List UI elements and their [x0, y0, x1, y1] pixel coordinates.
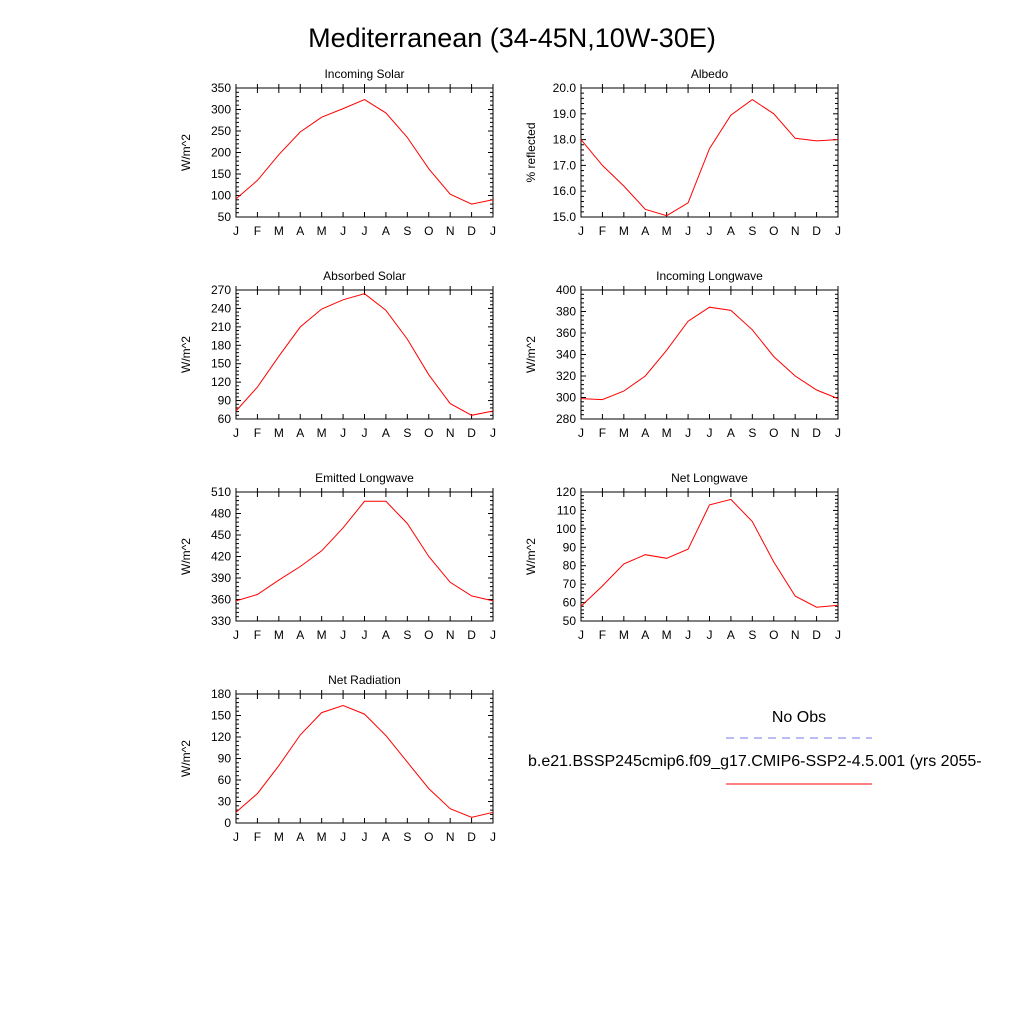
- x-tick-label: N: [790, 426, 800, 440]
- x-tick-label: J: [340, 224, 347, 238]
- x-tick-label: J: [233, 628, 239, 642]
- y-tick-label: 510: [210, 485, 231, 499]
- x-tick-label: F: [598, 426, 607, 440]
- x-tick-label: M: [273, 224, 284, 238]
- legend-obs-label: No Obs: [771, 709, 827, 726]
- x-tick-label: F: [253, 628, 262, 642]
- y-tick-label: 330: [210, 614, 231, 628]
- x-tick-label: A: [726, 628, 735, 642]
- x-tick-label: J: [361, 628, 368, 642]
- y-tick-label: 120: [555, 485, 576, 499]
- x-tick-label: M: [618, 426, 629, 440]
- y-tick-label: 120: [210, 730, 231, 744]
- x-tick-label: O: [424, 426, 434, 440]
- x-tick-label: J: [578, 224, 584, 238]
- x-tick-label: J: [361, 830, 368, 844]
- plot-frame: [236, 492, 493, 621]
- x-tick-label: S: [403, 628, 412, 642]
- y-tick-label: 80: [562, 558, 576, 573]
- x-tick-label: A: [296, 426, 305, 440]
- x-tick-label: M: [273, 426, 284, 440]
- series-line: [581, 499, 838, 607]
- plot-frame: [236, 88, 493, 217]
- x-tick-label: J: [578, 628, 584, 642]
- x-tick-label: J: [490, 830, 496, 844]
- x-tick-label: A: [641, 426, 650, 440]
- x-tick-label: J: [340, 830, 347, 844]
- x-tick-label: M: [273, 628, 284, 642]
- x-tick-label: J: [490, 224, 496, 238]
- x-tick-label: O: [424, 830, 434, 844]
- y-tick-label: 200: [210, 145, 231, 160]
- x-tick-label: J: [706, 224, 713, 238]
- y-tick-label: 360: [210, 592, 231, 607]
- x-tick-label: N: [445, 628, 455, 642]
- x-tick-label: A: [296, 224, 305, 238]
- x-tick-label: A: [381, 224, 390, 238]
- y-tick-label: 150: [210, 356, 231, 371]
- series-line: [236, 294, 493, 416]
- x-tick-label: N: [445, 830, 455, 844]
- panel-3: [524, 269, 841, 440]
- x-tick-label: N: [790, 628, 800, 642]
- panels: [179, 67, 841, 844]
- panel-5: [524, 471, 841, 642]
- x-tick-label: S: [748, 426, 757, 440]
- figure-title: Mediterranean (34-45N,10W-30E): [308, 23, 716, 53]
- y-tick-label: 150: [210, 167, 231, 181]
- series-line: [581, 307, 838, 399]
- y-tick-label: 350: [210, 81, 231, 95]
- x-tick-label: A: [641, 224, 650, 238]
- y-tick-label: 360: [555, 326, 576, 340]
- x-tick-label: M: [661, 224, 672, 238]
- panel-title: Albedo: [690, 67, 729, 81]
- x-tick-label: J: [233, 224, 239, 238]
- panel-title: Net Longwave: [671, 471, 748, 485]
- legend: [528, 709, 982, 784]
- y-axis-label: % reflected: [524, 122, 538, 183]
- x-tick-label: N: [790, 224, 800, 238]
- plot-frame: [581, 88, 838, 217]
- y-tick-label: 270: [210, 283, 231, 297]
- panel-title: Net Radiation: [328, 673, 401, 687]
- y-tick-label: 320: [555, 369, 576, 383]
- x-tick-label: D: [467, 224, 476, 238]
- y-axis-label: W/m^2: [524, 336, 538, 373]
- y-tick-label: 390: [210, 571, 231, 585]
- x-tick-label: A: [726, 426, 735, 440]
- x-tick-label: M: [316, 830, 327, 844]
- y-tick-label: 480: [210, 506, 231, 521]
- x-tick-label: O: [769, 224, 779, 238]
- y-tick-label: 20.0: [552, 81, 576, 95]
- y-tick-label: 19.0: [552, 106, 576, 121]
- y-tick-label: 120: [210, 375, 231, 390]
- x-tick-label: J: [578, 426, 584, 440]
- plot-frame: [581, 492, 838, 621]
- y-tick-label: 300: [555, 390, 576, 405]
- panel-title: Incoming Solar: [324, 67, 405, 81]
- x-tick-label: M: [316, 224, 327, 238]
- x-tick-label: D: [467, 628, 476, 642]
- legend-model-label: b.e21.BSSP245cmip6.f09_g17.CMIP6-SSP2-4.5.001 (yrs 2055-: [528, 753, 982, 770]
- x-tick-label: A: [726, 224, 735, 238]
- x-tick-label: F: [253, 830, 262, 844]
- x-tick-label: J: [835, 628, 841, 642]
- y-tick-label: 0: [224, 816, 231, 830]
- y-tick-label: 180: [210, 338, 231, 353]
- y-tick-label: 240: [210, 301, 231, 316]
- x-tick-label: O: [424, 628, 434, 642]
- panel-1: [524, 67, 841, 238]
- y-tick-label: 50: [562, 614, 576, 628]
- x-tick-label: A: [381, 628, 390, 642]
- y-tick-label: 15.0: [552, 210, 576, 224]
- x-tick-label: M: [316, 426, 327, 440]
- x-tick-label: S: [403, 224, 412, 238]
- x-tick-label: D: [467, 426, 476, 440]
- y-tick-label: 180: [210, 687, 231, 701]
- x-tick-label: F: [253, 224, 262, 238]
- x-tick-label: A: [296, 830, 305, 844]
- x-tick-label: J: [340, 628, 347, 642]
- x-tick-label: N: [445, 426, 455, 440]
- x-tick-label: S: [403, 830, 412, 844]
- x-tick-label: F: [598, 628, 607, 642]
- y-tick-label: 60: [217, 773, 231, 787]
- x-tick-label: J: [340, 426, 347, 440]
- y-tick-label: 100: [555, 521, 576, 536]
- x-tick-label: J: [706, 628, 713, 642]
- x-tick-label: M: [661, 426, 672, 440]
- x-tick-label: O: [769, 628, 779, 642]
- x-tick-label: M: [316, 628, 327, 642]
- y-axis-label: W/m^2: [179, 134, 193, 171]
- x-tick-label: M: [618, 628, 629, 642]
- x-tick-label: A: [381, 426, 390, 440]
- x-tick-label: N: [445, 224, 455, 238]
- x-tick-label: M: [618, 224, 629, 238]
- x-tick-label: M: [661, 628, 672, 642]
- x-tick-label: J: [233, 426, 239, 440]
- x-tick-label: M: [273, 830, 284, 844]
- x-tick-label: D: [467, 830, 476, 844]
- x-tick-label: S: [748, 224, 757, 238]
- x-tick-label: J: [706, 426, 713, 440]
- x-tick-label: J: [233, 830, 239, 844]
- x-tick-label: O: [769, 426, 779, 440]
- x-tick-label: J: [490, 426, 496, 440]
- y-tick-label: 90: [217, 751, 231, 766]
- x-tick-label: J: [685, 628, 692, 642]
- y-tick-label: 30: [217, 794, 231, 809]
- x-tick-label: S: [403, 426, 412, 440]
- y-tick-label: 420: [210, 549, 231, 564]
- y-tick-label: 280: [555, 412, 576, 426]
- y-tick-label: 50: [217, 210, 231, 224]
- plot-frame: [236, 694, 493, 823]
- y-tick-label: 100: [210, 188, 231, 203]
- y-axis-label: W/m^2: [179, 336, 193, 373]
- panel-title: Absorbed Solar: [323, 269, 406, 283]
- x-tick-label: O: [424, 224, 434, 238]
- x-tick-label: A: [296, 628, 305, 642]
- series-line: [236, 100, 493, 205]
- y-tick-label: 150: [210, 708, 231, 723]
- panel-6: [179, 673, 496, 844]
- y-axis-label: W/m^2: [524, 538, 538, 575]
- y-tick-label: 18.0: [552, 132, 576, 147]
- y-tick-label: 60: [217, 412, 231, 426]
- y-tick-label: 210: [210, 319, 231, 334]
- panel-title: Incoming Longwave: [656, 269, 763, 283]
- x-tick-label: J: [685, 224, 692, 238]
- x-tick-label: S: [748, 628, 757, 642]
- x-tick-label: J: [361, 224, 368, 238]
- panel-0: [179, 67, 496, 238]
- x-tick-label: J: [685, 426, 692, 440]
- x-tick-label: A: [381, 830, 390, 844]
- series-line: [581, 100, 838, 216]
- x-tick-label: J: [835, 426, 841, 440]
- panel-2: [179, 269, 496, 440]
- y-tick-label: 17.0: [552, 158, 576, 173]
- y-tick-label: 70: [562, 577, 576, 592]
- panel-4: [179, 471, 496, 642]
- y-axis-label: W/m^2: [179, 538, 193, 575]
- y-tick-label: 16.0: [552, 184, 576, 199]
- x-tick-label: F: [253, 426, 262, 440]
- x-tick-label: D: [812, 628, 821, 642]
- y-tick-label: 90: [217, 393, 231, 408]
- y-tick-label: 340: [555, 347, 576, 362]
- plot-frame: [581, 290, 838, 419]
- y-tick-label: 300: [210, 102, 231, 117]
- y-tick-label: 60: [562, 595, 576, 610]
- series-line: [236, 706, 493, 818]
- x-tick-label: A: [641, 628, 650, 642]
- x-tick-label: J: [361, 426, 368, 440]
- y-tick-label: 450: [210, 528, 231, 542]
- x-tick-label: D: [812, 224, 821, 238]
- y-tick-label: 380: [555, 304, 576, 319]
- y-axis-label: W/m^2: [179, 740, 193, 777]
- y-tick-label: 250: [210, 124, 231, 138]
- y-tick-label: 90: [562, 540, 576, 555]
- y-tick-label: 400: [555, 283, 576, 297]
- plot-frame: [236, 290, 493, 419]
- x-tick-label: J: [490, 628, 496, 642]
- panel-title: Emitted Longwave: [315, 471, 414, 485]
- series-line: [236, 501, 493, 601]
- x-tick-label: D: [812, 426, 821, 440]
- x-tick-label: F: [598, 224, 607, 238]
- y-tick-label: 110: [556, 503, 576, 518]
- x-tick-label: J: [835, 224, 841, 238]
